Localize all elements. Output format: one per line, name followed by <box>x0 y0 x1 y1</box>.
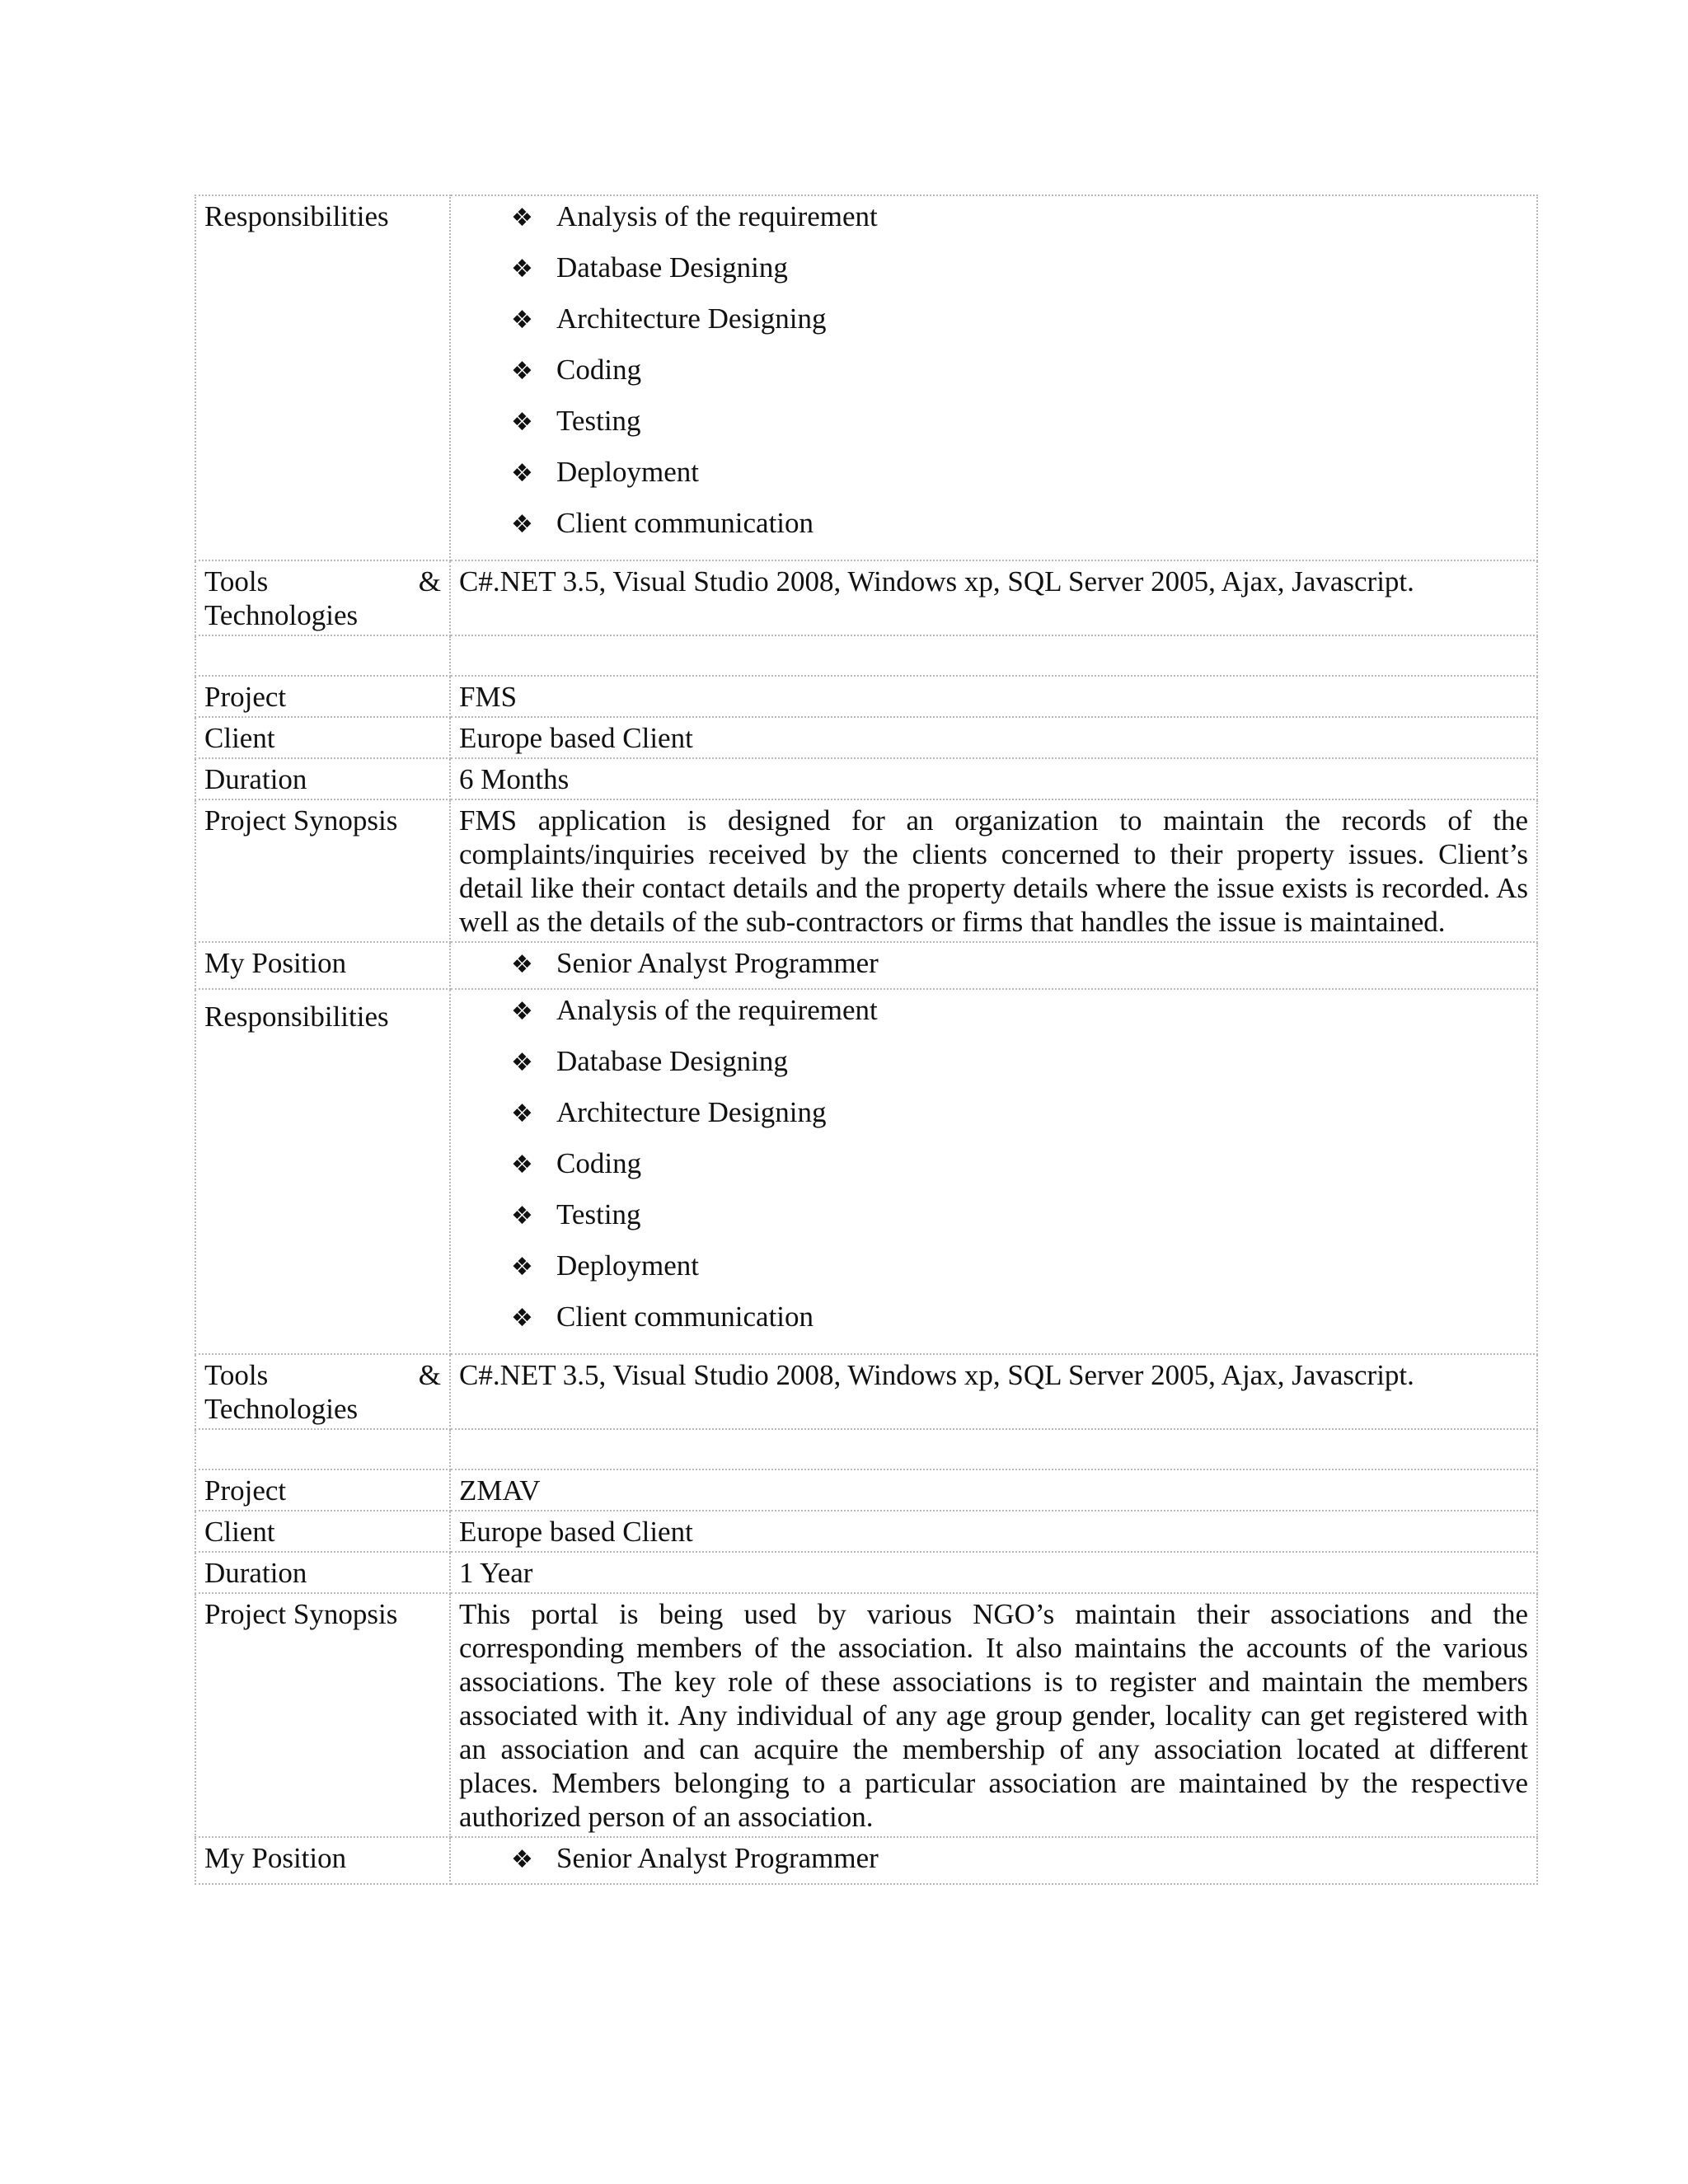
tools-value: C#.NET 3.5, Visual Studio 2008, Windows xp, SQL Server 2005, Ajax, Javascript. <box>450 1354 1537 1429</box>
responsibilities-value <box>450 195 1537 560</box>
tools-label: Tools & Technologies <box>195 1354 450 1429</box>
responsibilities-label: Responsibilities <box>195 989 450 1354</box>
list-item: ❖ Architecture Designing <box>511 302 1528 353</box>
resume-page <box>195 194 1536 1885</box>
position-value <box>450 1837 1537 1884</box>
diamond-bullet-icon: ❖ <box>511 510 533 539</box>
diamond-bullet-icon: ❖ <box>511 1048 533 1077</box>
position-label: My Position <box>195 942 450 989</box>
client-row <box>195 1511 1537 1552</box>
diamond-bullet-icon: ❖ <box>511 306 533 335</box>
position-list <box>459 946 1528 986</box>
duration-label: Duration <box>195 758 450 799</box>
position-value <box>450 942 1537 989</box>
list-item: ❖ Testing <box>511 1197 1528 1249</box>
responsibilities-list <box>459 993 1528 1351</box>
client-label: Client <box>195 1511 450 1552</box>
list-item: ❖ Senior Analyst Programmer <box>511 1841 1528 1881</box>
client-value: Europe based Client <box>450 1511 1537 1552</box>
spacer-row <box>195 1429 1537 1469</box>
project-label: Project <box>195 1469 450 1511</box>
position-label: My Position <box>195 1837 450 1884</box>
list-item: ❖ Senior Analyst Programmer <box>511 946 1528 986</box>
tools-row <box>195 1354 1537 1429</box>
list-item: ❖ Analysis of the requirement <box>511 993 1528 1044</box>
list-item: ❖ Architecture Designing <box>511 1095 1528 1146</box>
diamond-bullet-icon: ❖ <box>511 1151 533 1179</box>
diamond-bullet-icon: ❖ <box>511 997 533 1026</box>
project-row <box>195 676 1537 717</box>
responsibilities-label: Responsibilities <box>195 195 450 560</box>
duration-value: 6 Months <box>450 758 1537 799</box>
list-item: ❖ Client communication <box>511 506 1528 557</box>
list-item: ❖ Analysis of the requirement <box>511 199 1528 251</box>
diamond-bullet-icon: ❖ <box>511 1202 533 1230</box>
position-list <box>459 1841 1528 1881</box>
duration-row <box>195 1552 1537 1593</box>
client-value: Europe based Client <box>450 717 1537 758</box>
list-item: ❖ Coding <box>511 1146 1528 1197</box>
list-item: ❖ Client communication <box>511 1300 1528 1351</box>
responsibilities-row <box>195 195 1537 560</box>
synopsis-label: Project Synopsis <box>195 1593 450 1837</box>
duration-label: Duration <box>195 1552 450 1593</box>
diamond-bullet-icon: ❖ <box>511 950 533 979</box>
synopsis-row <box>195 799 1537 942</box>
list-item: ❖ Deployment <box>511 1249 1528 1300</box>
project-row <box>195 1469 1537 1511</box>
synopsis-value: This portal is being used by various NGO’s maintain their associations and the corresponding members of the association. It also maintains the accounts of the various associations. The key role of these associations is to register and maintain the members associated with it. Any individual of any age group gender, locality can get registered with an association and can acquire the membership of any association located at different places. Members belonging to a particular association are maintained by the respective authorized person of an association. <box>450 1593 1537 1837</box>
tools-value: C#.NET 3.5, Visual Studio 2008, Windows xp, SQL Server 2005, Ajax, Javascript. <box>450 560 1537 635</box>
synopsis-label: Project Synopsis <box>195 799 450 942</box>
diamond-bullet-icon: ❖ <box>511 459 533 488</box>
diamond-bullet-icon: ❖ <box>511 1845 533 1874</box>
responsibilities-row <box>195 989 1537 1354</box>
project-label: Project <box>195 676 450 717</box>
position-row <box>195 1837 1537 1884</box>
synopsis-row <box>195 1593 1537 1837</box>
diamond-bullet-icon: ❖ <box>511 1099 533 1128</box>
list-item: ❖ Deployment <box>511 455 1528 506</box>
diamond-bullet-icon: ❖ <box>511 408 533 437</box>
diamond-bullet-icon: ❖ <box>511 1304 533 1333</box>
duration-row <box>195 758 1537 799</box>
responsibilities-list <box>459 199 1528 557</box>
diamond-bullet-icon: ❖ <box>511 357 533 386</box>
duration-value: 1 Year <box>450 1552 1537 1593</box>
position-row <box>195 942 1537 989</box>
diamond-bullet-icon: ❖ <box>511 1253 533 1282</box>
project-details-table <box>195 194 1538 1885</box>
client-label: Client <box>195 717 450 758</box>
project-value: ZMAV <box>450 1469 1537 1511</box>
diamond-bullet-icon: ❖ <box>511 204 533 232</box>
tools-label: Tools & Technologies <box>195 560 450 635</box>
list-item: ❖ Database Designing <box>511 251 1528 302</box>
list-item: ❖ Testing <box>511 404 1528 455</box>
responsibilities-value <box>450 989 1537 1354</box>
list-item: ❖ Coding <box>511 353 1528 404</box>
list-item: ❖ Database Designing <box>511 1044 1528 1095</box>
tools-row <box>195 560 1537 635</box>
client-row <box>195 717 1537 758</box>
project-value: FMS <box>450 676 1537 717</box>
synopsis-value: FMS application is designed for an organization to maintain the records of the complaints/inquiries received by the clients concerned to their property issues. Client’s detail like their contact details and the property details where the issue exists is recorded. As well as the details of the sub-contractors or firms that handles the issue is maintained. <box>450 799 1537 942</box>
diamond-bullet-icon: ❖ <box>511 255 533 284</box>
spacer-row <box>195 635 1537 676</box>
